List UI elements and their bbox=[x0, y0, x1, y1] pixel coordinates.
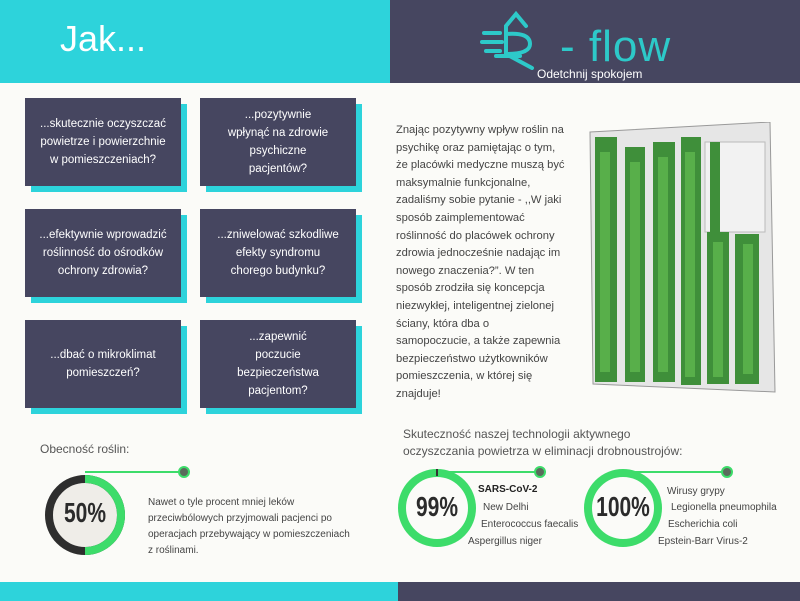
question-card: ...efektywnie wprowadzić roślinność do ośrodków ochrony zdrowia? bbox=[25, 209, 181, 297]
question-card: ...zniwelować szkodliwe efekty syndromu chorego budynku? bbox=[200, 209, 356, 297]
page-title: Jak... bbox=[60, 18, 147, 59]
connector-dot-icon bbox=[179, 467, 189, 477]
green-wall-image bbox=[585, 122, 780, 398]
logo-icon bbox=[480, 8, 560, 70]
question-card: ...pozytywnie wpłynąć na zdrowie psychiczne pacjentów? bbox=[200, 98, 356, 186]
plants-heading: Obecność roślin: bbox=[40, 442, 130, 456]
stat1-item: New Delhi bbox=[483, 502, 529, 513]
stat1-item: Enterococcus faecalis bbox=[481, 519, 579, 530]
plants-percent: 50% bbox=[63, 497, 107, 528]
stat1-item: SARS-CoV-2 bbox=[478, 484, 538, 495]
connector-dot-icon bbox=[535, 467, 545, 477]
tagline: Odetchnij spokojem bbox=[537, 67, 643, 81]
intro-paragraph: Znając pozytywny wpływ roślin na psychikę oraz pamiętając o tym, że placówki medyczne muszą być maksymalnie funkcjonalne, zadaliśmy sobie pytanie - ,,W jaki sposób zaimplementować roślinność do placówek ochrony zdrowia jednocześnie nadając im nowego znaczenia?”. W ten sposób zrodziła się koncepcja niezwykłej, inteligentnej zielonej ściany, która dba o samopoczucie, a także zapewnia bezpieczeństwo użytkowników pomieszczenia, w której się znajduje! bbox=[396, 124, 565, 400]
stat2-item: Escherichia coli bbox=[668, 519, 738, 530]
logo-text: - flow bbox=[560, 22, 672, 71]
question-card: ...skutecznie oczyszczać powietrze i powierzchnie w pomieszczeniach? bbox=[25, 98, 181, 186]
stat2-item: Wirusy grypy bbox=[667, 486, 725, 497]
stat2-item: Epstein-Barr Virus-2 bbox=[658, 536, 748, 547]
header-left-band bbox=[0, 0, 390, 83]
stat1-percent: 99% bbox=[415, 491, 459, 522]
footer-left-band bbox=[0, 582, 398, 601]
plants-description: Nawet o tyle procent mniej leków przeciwbólowych przyjmowali pacjenci po operacjach przebywający w pomieszczeniach z roślinami. bbox=[148, 497, 350, 556]
stat2-item: Legionella pneumophila bbox=[671, 502, 777, 513]
footer-right-band bbox=[398, 582, 800, 601]
tech-heading: Skuteczność naszej technologii aktywnego oczyszczania powietrza w eliminacji drobnoustrojów: bbox=[403, 427, 683, 458]
question-card: ...zapewnić poczucie bezpieczeństwa pacjentom? bbox=[200, 320, 356, 408]
question-card: ...dbać o mikroklimat pomieszczeń? bbox=[25, 320, 181, 408]
stat2-percent: 100% bbox=[596, 491, 650, 522]
connector-dot-icon bbox=[722, 467, 732, 477]
stat1-item: Aspergillus niger bbox=[468, 536, 542, 547]
